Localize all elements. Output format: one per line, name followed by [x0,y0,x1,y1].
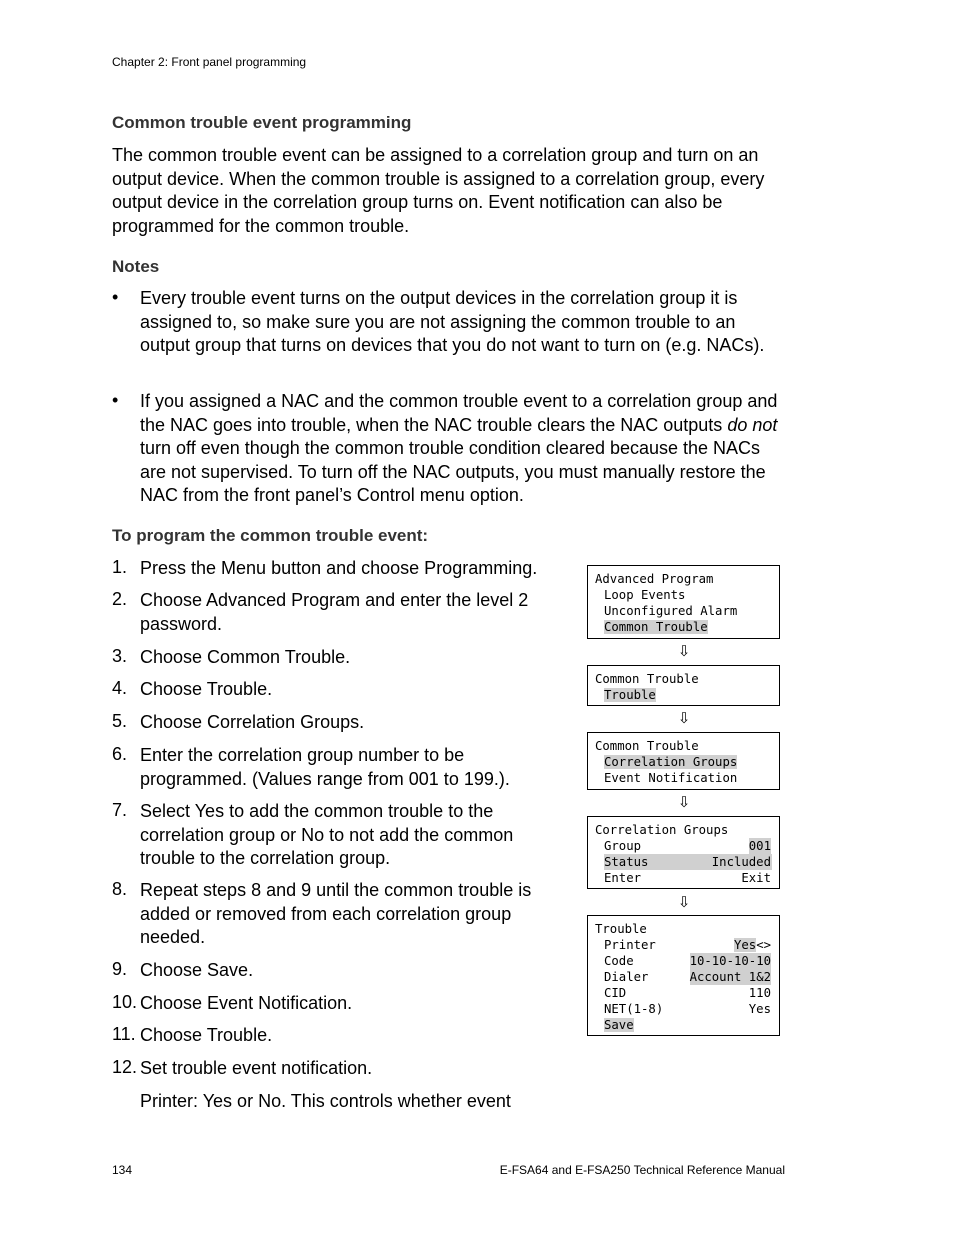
lcd-value [734,937,771,953]
lcd-value: 110 [748,986,771,1000]
step-number: 5. [112,711,128,731]
step-text: Enter the correlation group number to be programmed. (Values range from 001 to 199.). [140,745,510,789]
lcd-screen-correlation-groups [587,816,780,889]
note-item-2-emphasis: do not [727,414,778,435]
lcd-row-dialer [595,969,779,985]
lcd-highlight: Trouble [604,688,656,702]
lcd-menu-item-selected [595,754,779,770]
lcd-menu-item: Unconfigured Alarm [604,604,738,618]
bullet-marker: • [112,287,119,307]
down-arrow-icon: ⇩ [677,894,691,911]
note-item-2-text: If you assigned a NAC and the common trouble event to a correlation group and the NAC goes into trouble, when the NAC trouble clears the NAC outputs [140,391,778,435]
lcd-screen-trouble-notification [587,915,780,1036]
step-number: 9. [112,959,128,979]
note-item-2-text-end: turn off even though the common trouble condition cleared because the NACs are not supervised. To turn off the NAC outputs, you must manually restore the NAC from the front panel’s Control menu option. [140,438,766,505]
down-arrow-icon: ⇩ [677,643,691,660]
step-text: Choose Common Trouble. [140,647,351,667]
manual-title: E-FSA64 and E-FSA250 Technical Reference Manual [499,1163,785,1177]
lcd-row-printer [595,937,779,953]
lcd-value: 001 [748,839,771,853]
intro-paragraph: The common trouble event can be assigned to a correlation group and turn on an output device. When the common trouble is assigned to a correlation group, every output device in the correlation group turns on. Event notification can also be programmed for the common trouble. [112,145,765,236]
step-text: Choose Trouble. [140,679,273,699]
lcd-value: Yes [748,1002,771,1016]
step-number: 7. [112,800,128,820]
step-number: 3. [112,646,128,666]
lcd-highlight: Yes [733,938,757,952]
step-number: 11. [112,1024,136,1044]
notes-title: Notes [112,257,160,276]
down-arrow-icon: ⇩ [677,794,691,811]
lcd-screen-trouble-menu [587,732,780,790]
lcd-label: Enter [604,871,642,885]
lcd-scroll-indicator: <> [756,938,771,952]
step-text: Choose Event Notification. [140,993,353,1013]
step-text: Choose Save. [140,960,254,980]
lcd-value: Exit [741,871,771,885]
lcd-title: Trouble [595,922,647,936]
lcd-row-net [595,1001,779,1017]
lcd-label: Status [604,854,772,870]
step-number: 12. [112,1057,138,1077]
section-title: Common trouble event programming [112,113,412,132]
lcd-title: Correlation Groups [595,823,729,837]
step-number: 2. [112,589,128,609]
lcd-label: CID [604,986,627,1000]
lcd-menu-item-selected [595,619,779,635]
lcd-row-enter [595,870,779,886]
lcd-menu-item: Event Notification [604,771,738,785]
step-number: 6. [112,744,128,764]
step-number: 4. [112,678,128,698]
lcd-title: Common Trouble [595,739,699,753]
lcd-label: Printer [604,938,656,952]
lcd-highlight: Correlation Groups [604,755,738,769]
lcd-label: Dialer [604,970,649,984]
step-text: Select Yes to add the common trouble to the correlation group or No to not add the common trouble to the correlation group. [140,801,514,868]
lcd-menu-item-selected [595,687,779,703]
lcd-menu-item: Loop Events [604,588,686,602]
step-text: Choose Advanced Program and enter the level 2 password. [140,590,529,634]
step-text: Choose Correlation Groups. [140,712,365,732]
step-text: Press the Menu button and choose Programming. [140,558,538,578]
lcd-row-status [595,854,779,870]
lcd-value: Included [711,855,771,869]
step-text: Repeat steps 8 and 9 until the common trouble is added or removed from each correlation group needed. [140,880,532,947]
step-number: 8. [112,879,128,899]
lcd-title: Advanced Program [595,572,714,586]
step-text: Choose Trouble. [140,1025,273,1045]
page-number: 134 [112,1163,133,1177]
lcd-label: Group [604,839,642,853]
step-text: Set trouble event notification. [140,1058,373,1078]
lcd-title: Common Trouble [595,672,699,686]
step-continuation: Printer: Yes or No. This controls whether event [140,1091,511,1111]
lcd-row-save [595,1017,779,1033]
lcd-screen-advanced-program [587,565,780,639]
note-item-1: Every trouble event turns on the output devices in the correlation group it is assigned to, so make sure you are not assigning the common trouble to an output group that turns on devices that you do not want to turn on (e.g. NACs). [140,288,765,355]
running-head: Chapter 2: Front panel programming [112,55,307,69]
lcd-highlight: Common Trouble [604,620,708,634]
down-arrow-icon: ⇩ [677,710,691,727]
lcd-label: NET(1-8) [604,1002,664,1016]
procedure-title: To program the common trouble event: [112,526,429,545]
lcd-row-group [595,838,779,854]
bullet-marker: • [112,390,119,410]
lcd-value: Account 1&2 [689,970,771,984]
lcd-value: 10-10-10-10 [689,954,771,968]
lcd-highlight: Save [604,1018,634,1032]
step-number: 10. [112,992,138,1012]
lcd-label: Code [604,954,634,968]
step-number: 1. [112,557,128,577]
lcd-screen-common-trouble [587,665,780,706]
lcd-row-code [595,953,779,969]
lcd-row-cid [595,985,779,1001]
note-item-2 [140,390,790,508]
